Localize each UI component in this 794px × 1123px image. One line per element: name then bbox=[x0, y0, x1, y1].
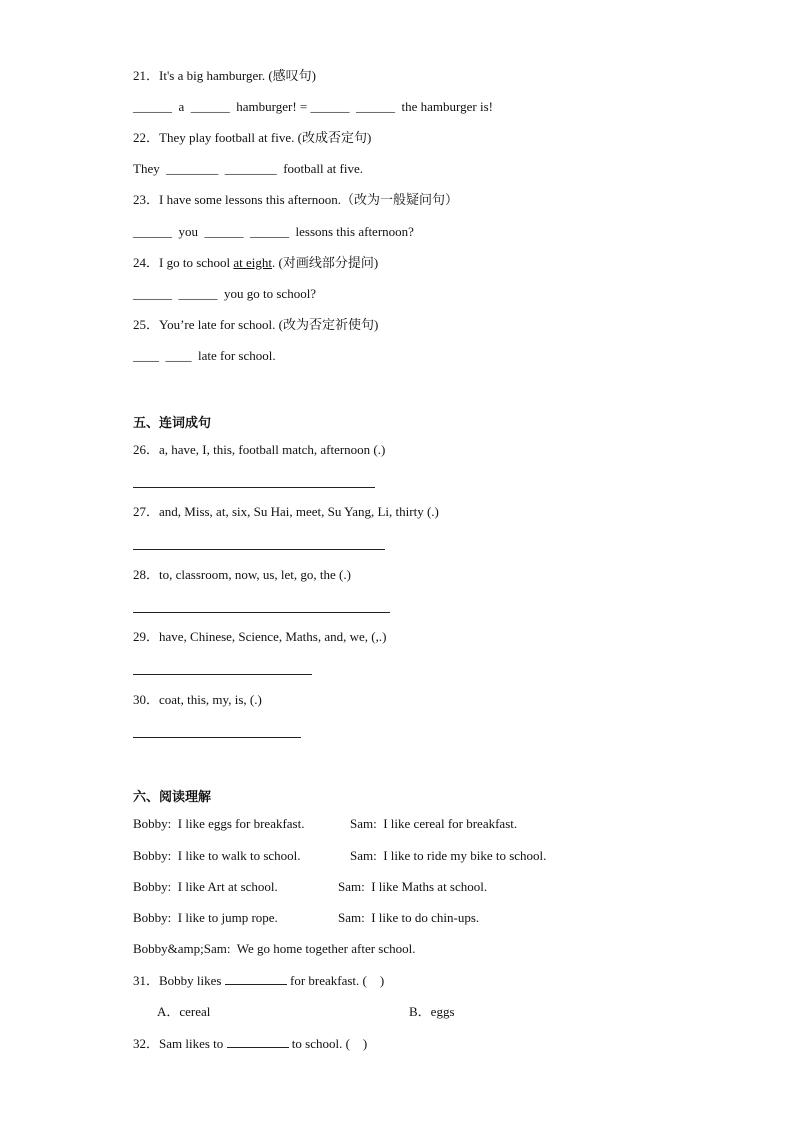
question-23: 23．I have some lessons this afternoon.（改为一般疑问句） bbox=[133, 192, 458, 207]
section-6-heading: 六、阅读理解 bbox=[133, 790, 212, 805]
dialogue-sam-3: Sam: I like Maths at school. bbox=[338, 879, 488, 894]
question-28: 28．to, classroom, now, us, let, go, the (.) bbox=[133, 567, 351, 582]
dialogue-bobby-1: Bobby: I like eggs for breakfast. bbox=[133, 816, 305, 831]
question-32-start: 32．Sam likes to bbox=[133, 1036, 227, 1051]
answer-line-23: ______ you ______ ______ lessons this afternoon? bbox=[133, 224, 414, 239]
question-31-end: for breakfast. ( ) bbox=[286, 973, 385, 988]
blank-32[interactable] bbox=[227, 1035, 289, 1048]
underlined-phrase: at eight bbox=[233, 255, 273, 270]
answer-line-28[interactable] bbox=[133, 612, 390, 613]
question-24 bbox=[133, 255, 378, 271]
answer-line-25: ____ ____ late for school. bbox=[133, 348, 276, 363]
question-32-end: to school. ( ) bbox=[288, 1036, 368, 1051]
question-26: 26．a, have, I, this, football match, afternoon (.) bbox=[133, 442, 386, 457]
question-21: 21．It's a big hamburger. (感叹句) bbox=[133, 68, 316, 83]
option-31-a[interactable]: A．cereal bbox=[157, 1004, 211, 1019]
answer-line-27[interactable] bbox=[133, 549, 385, 550]
question-24-start: 24．I go to school bbox=[133, 255, 234, 270]
dialogue-sam-2: Sam: I like to ride my bike to school. bbox=[350, 848, 547, 863]
question-29: 29．have, Chinese, Science, Maths, and, we, (,.) bbox=[133, 629, 387, 644]
question-31 bbox=[133, 972, 384, 989]
dialogue-bobby-2: Bobby: I like to walk to school. bbox=[133, 848, 301, 863]
dialogue-together: Bobby&amp;Sam: We go home together after school. bbox=[133, 941, 416, 956]
section-5-heading: 五、连词成句 bbox=[133, 416, 212, 431]
question-27: 27．and, Miss, at, six, Su Hai, meet, Su Yang, Li, thirty (.) bbox=[133, 504, 439, 519]
dialogue-bobby-3: Bobby: I like Art at school. bbox=[133, 879, 278, 894]
answer-line-29[interactable] bbox=[133, 674, 312, 675]
blank-31[interactable] bbox=[225, 972, 287, 985]
question-31-start: 31．Bobby likes bbox=[133, 973, 225, 988]
answer-line-26[interactable] bbox=[133, 487, 375, 488]
question-22: 22．They play football at five. (改成否定句) bbox=[133, 130, 372, 145]
answer-line-24: ______ ______ you go to school? bbox=[133, 286, 317, 301]
answer-line-21: ______ a ______ hamburger! = ______ ______ the hamburger is! bbox=[133, 99, 493, 114]
answer-line-30[interactable] bbox=[133, 737, 301, 738]
dialogue-bobby-4: Bobby: I like to jump rope. bbox=[133, 910, 278, 925]
dialogue-sam-1: Sam: I like cereal for breakfast. bbox=[350, 816, 518, 831]
option-31-b[interactable]: B．eggs bbox=[409, 1004, 455, 1019]
dialogue-sam-4: Sam: I like to do chin-ups. bbox=[338, 910, 480, 925]
answer-line-22: They ________ ________ football at five. bbox=[133, 161, 363, 176]
question-25: 25．You’re late for school. (改为否定祈使句) bbox=[133, 317, 379, 332]
question-32 bbox=[133, 1035, 367, 1052]
question-30: 30．coat, this, my, is, (.) bbox=[133, 692, 262, 707]
question-24-end: . (对画线部分提问) bbox=[272, 255, 379, 270]
